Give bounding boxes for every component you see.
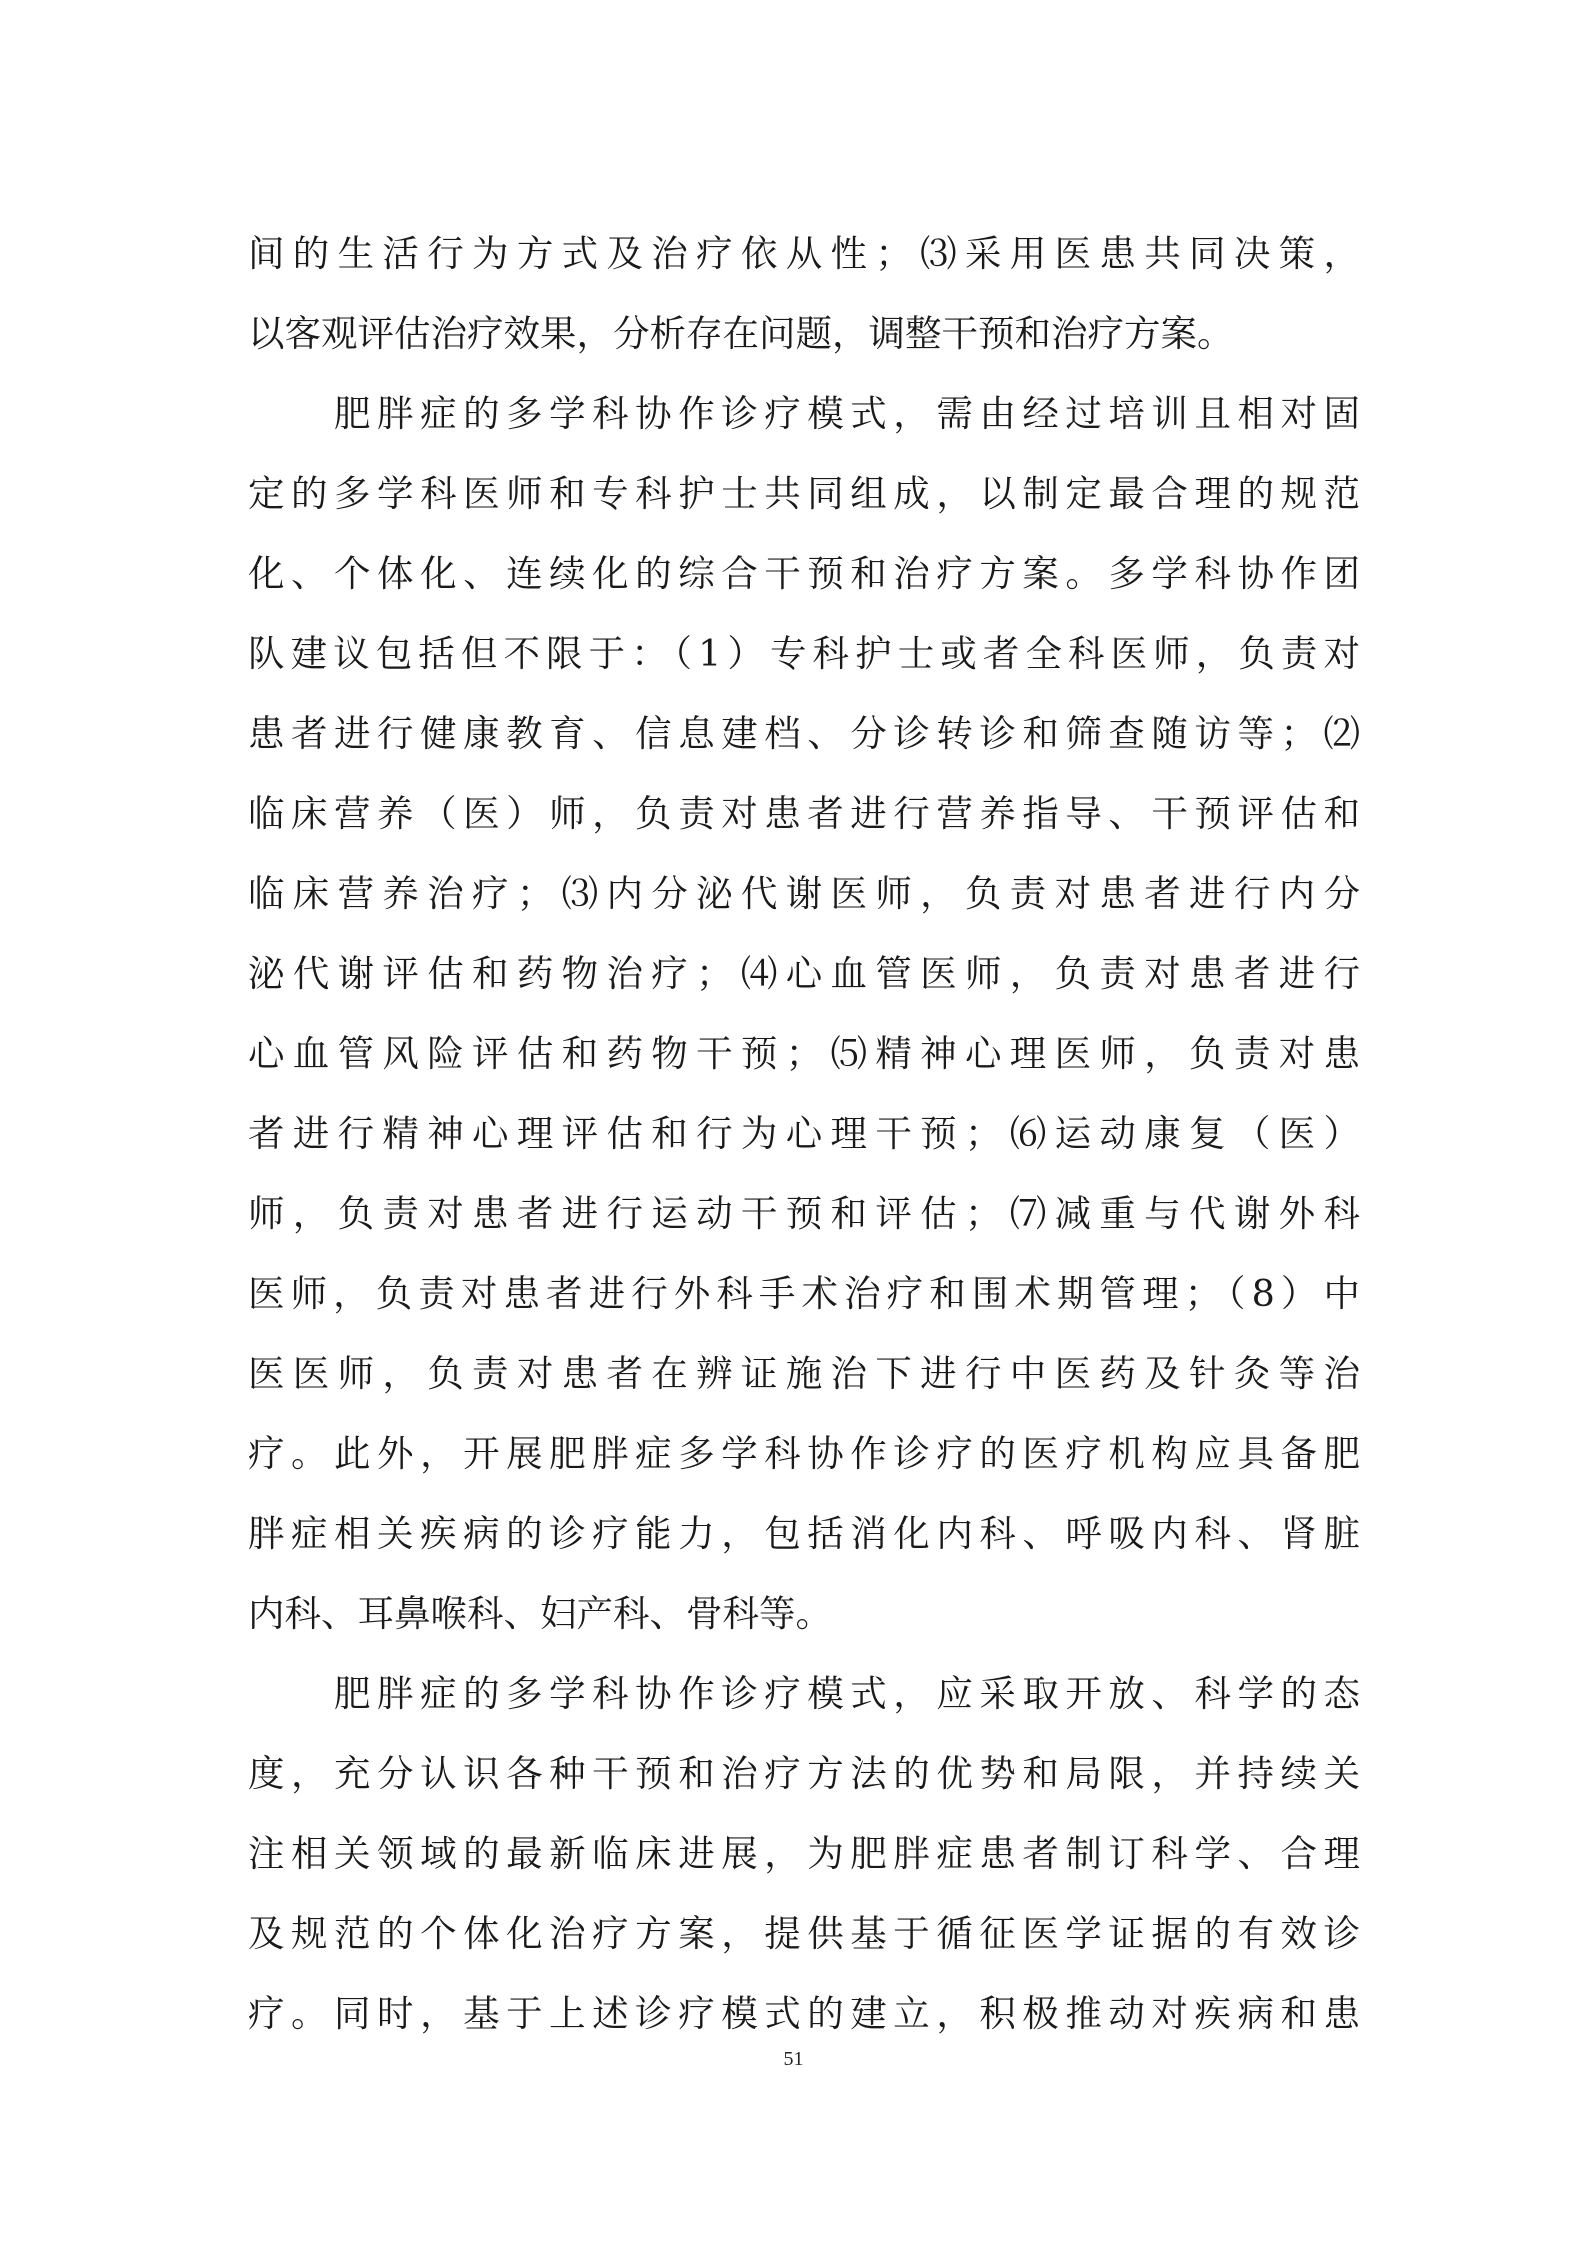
text-line: 及规范的个体化治疗方案，提供基于循征医学证据的有效诊 (248, 1912, 1360, 1955)
text-line: 肥胖症的多学科协作诊疗模式，应采取开放、科学的态 (248, 1672, 1360, 1715)
text-line: 疗。同时，基于上述诊疗模式的建立，积极推动对疾病和患 (248, 1992, 1360, 2035)
text-line: 者进行精神心理评估和行为心理干预；⑹运动康复（医） (248, 1112, 1360, 1155)
text-line: 医医师，负责对患者在辨证施治下进行中医药及针灸等治 (248, 1352, 1360, 1395)
text-line: 肥胖症的多学科协作诊疗模式，需由经过培训且相对固 (248, 392, 1360, 435)
text-line: 间的生活行为方式及治疗依从性；⑶采用医患共同决策， (248, 232, 1360, 275)
text-line: 患者进行健康教育、信息建档、分诊转诊和筛查随访等；⑵ (248, 712, 1360, 755)
body-text (248, 214, 1360, 2054)
text-line: 内科、耳鼻喉科、妇产科、骨科等。 (248, 1592, 832, 1635)
text-line: 师，负责对患者进行运动干预和评估；⑺减重与代谢外科 (248, 1192, 1360, 1235)
text-line: 化、个体化、连续化的综合干预和治疗方案。多学科协作团 (248, 552, 1360, 595)
text-line: 临床营养（医）师，负责对患者进行营养指导、干预评估和 (248, 792, 1360, 835)
text-line: 队建议包括但不限于：（1）专科护士或者全科医师，负责对 (248, 632, 1360, 675)
text-line: 以客观评估治疗效果，分析存在问题，调整干预和治疗方案。 (248, 312, 1234, 355)
text-line: 注相关领域的最新临床进展，为肥胖症患者制订科学、合理 (248, 1832, 1360, 1875)
text-line: 胖症相关疾病的诊疗能力，包括消化内科、呼吸内科、肾脏 (248, 1512, 1360, 1555)
text-line: 临床营养治疗；⑶内分泌代谢医师，负责对患者进行内分 (248, 872, 1360, 915)
text-line: 泌代谢评估和药物治疗；⑷心血管医师，负责对患者进行 (248, 952, 1360, 995)
text-line: 度，充分认识各种干预和治疗方法的优势和局限，并持续关 (248, 1752, 1360, 1795)
text-line: 医师，负责对患者进行外科手术治疗和围术期管理；（8）中 (248, 1272, 1360, 1315)
text-line: 定的多学科医师和专科护士共同组成，以制定最合理的规范 (248, 472, 1360, 515)
page-number: 51 (783, 2048, 804, 2070)
text-line: 心血管风险评估和药物干预；⑸精神心理医师，负责对患 (248, 1032, 1360, 1075)
text-line: 疗。此外，开展肥胖症多学科协作诊疗的医疗机构应具备肥 (248, 1432, 1360, 1475)
